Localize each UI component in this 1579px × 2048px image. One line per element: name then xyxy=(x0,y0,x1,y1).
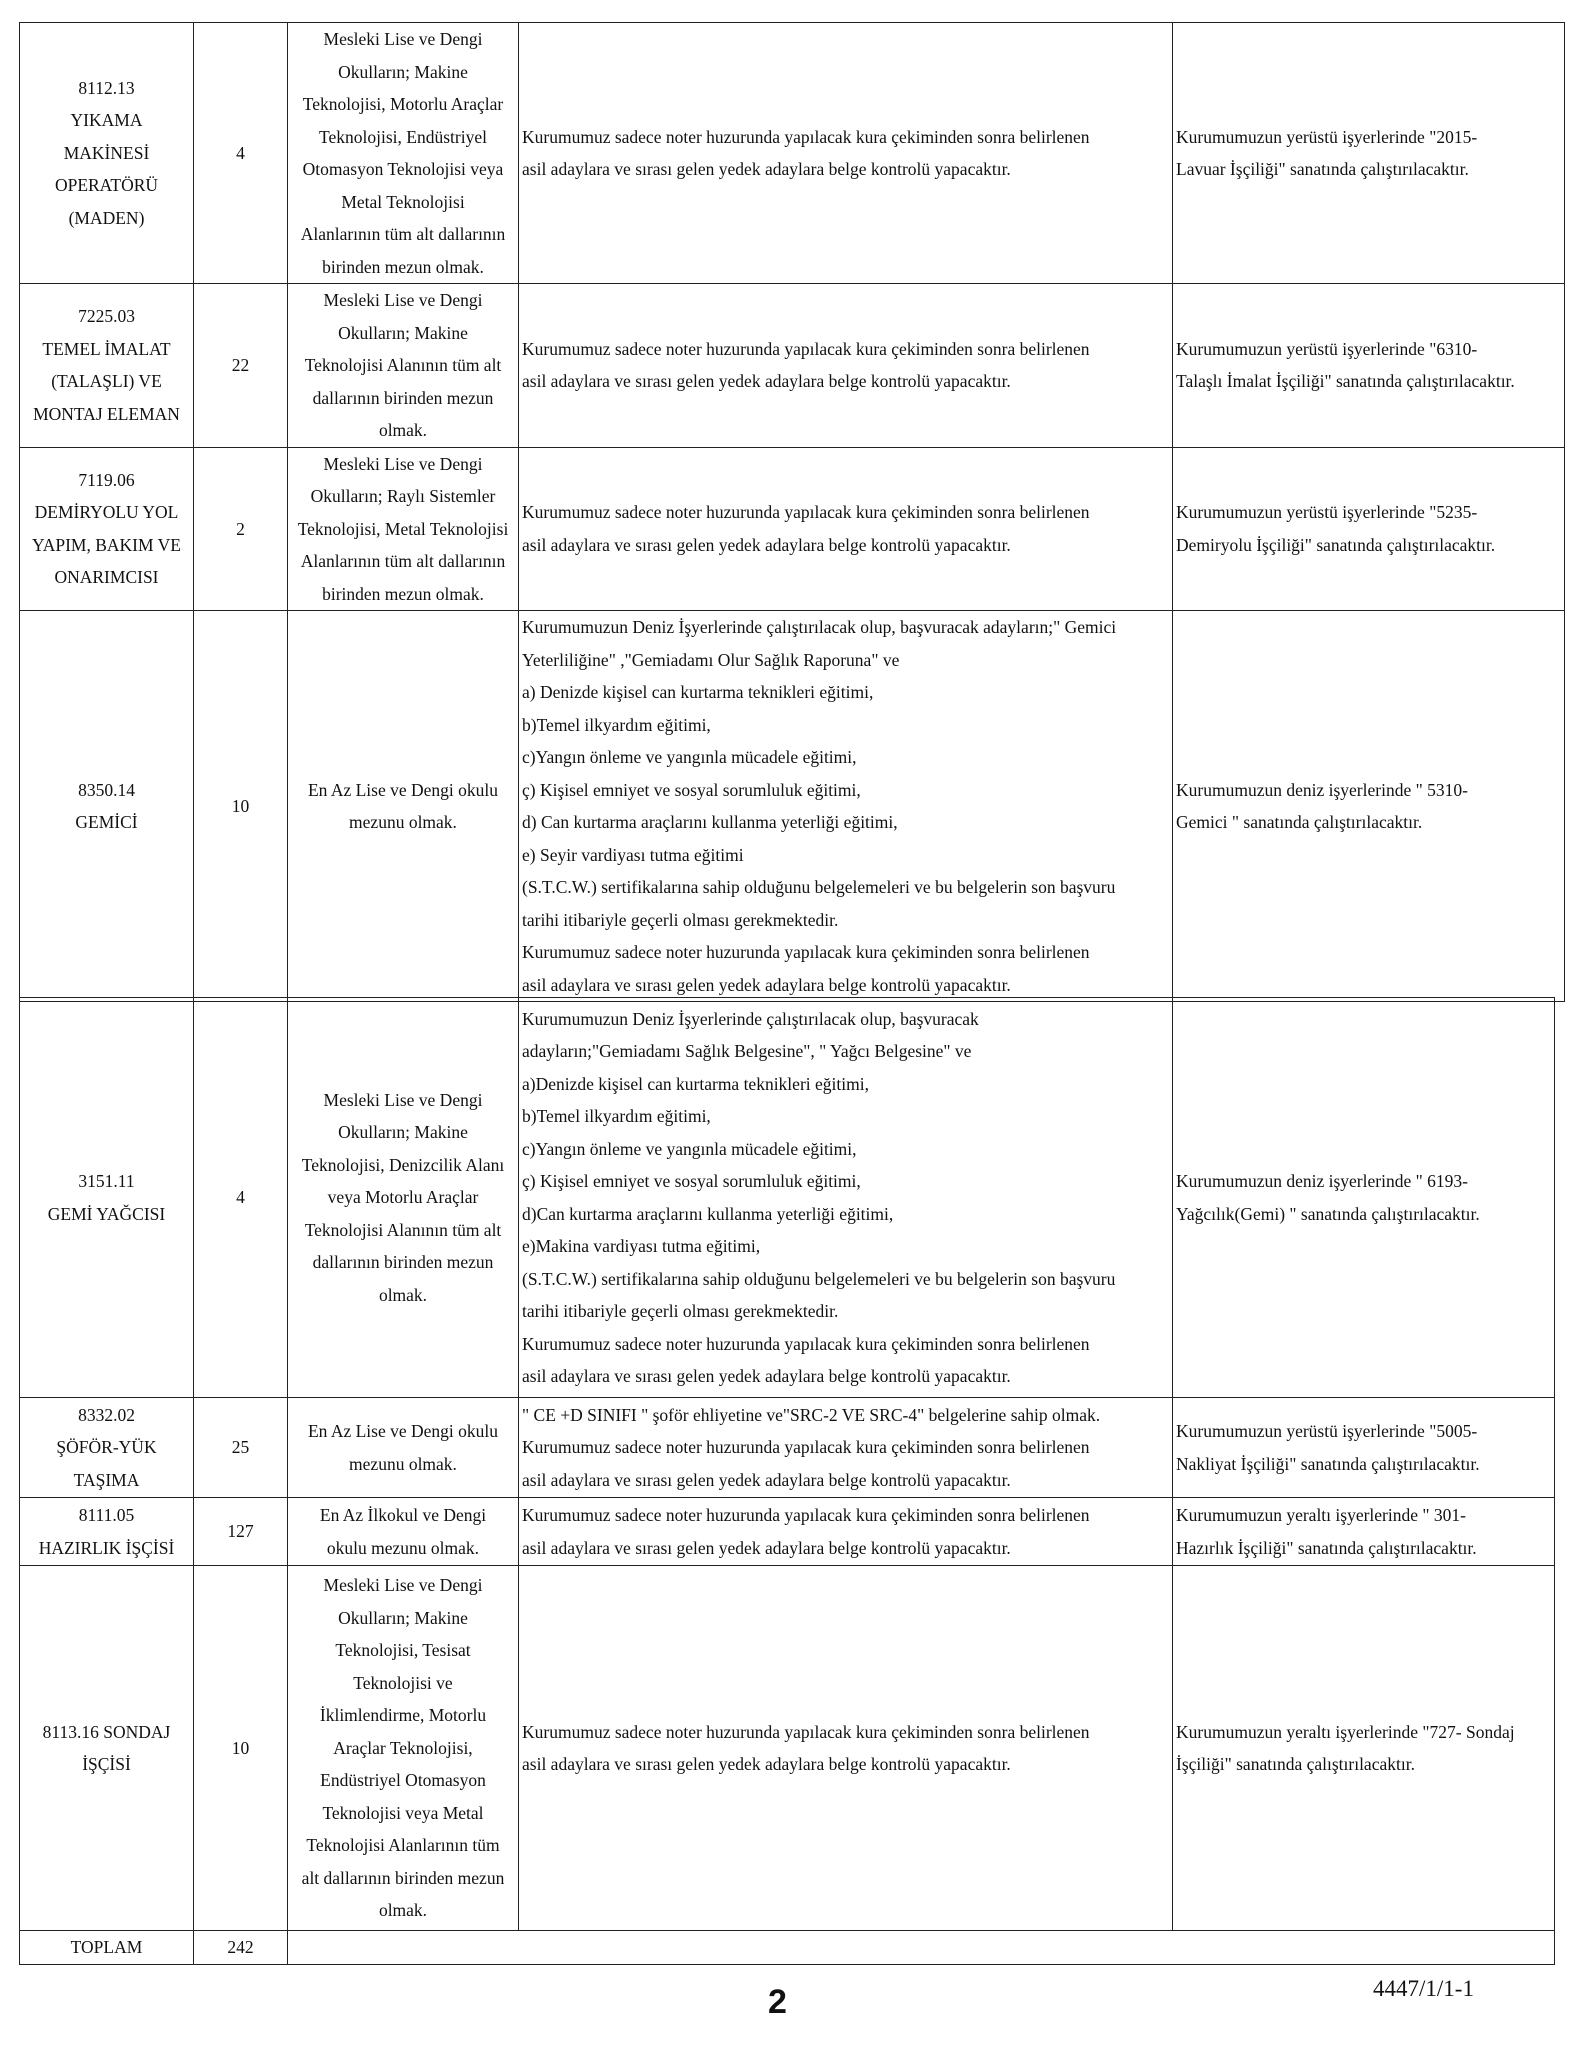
application-requirements-cell-line: Kurumumuz sadece noter huzurunda yapılacak kura çekiminden sonra belirlenen xyxy=(522,502,1090,523)
education-requirement-cell-line: okulu mezunu olmak. xyxy=(326,1537,480,1558)
education-requirement-cell xyxy=(288,1498,519,1566)
education-requirement-cell-line: birinden mezun olmak. xyxy=(322,583,484,604)
position-count-cell: 10 xyxy=(194,1566,288,1931)
table-row xyxy=(20,23,1565,284)
application-requirements-cell-line: Kurumumuzun Deniz İşyerlerinde çalıştırılacak olup, başvuracak xyxy=(522,1008,979,1029)
application-requirements-cell-line: (S.T.C.W.) sertifikalarına sahip olduğunu belgelemeleri ve bu belgelerin son başvuru xyxy=(522,877,1116,897)
table-row xyxy=(20,1566,1555,1931)
education-requirement-cell-line: Okulların; Makine xyxy=(338,1607,468,1628)
application-requirements-cell-line: asil adaylara ve sırası gelen yedek adaylara belge kontrolü yapacaktır. xyxy=(522,1366,1011,1386)
assignment-note-cell-line: Kurumumuzun deniz işyerlerinde " 6193- xyxy=(1176,1171,1468,1191)
application-requirements-cell-line: Kurumumuz sadece noter huzurunda yapılacak kura çekiminden sonra belirlenen xyxy=(522,1333,1090,1354)
application-requirements-cell xyxy=(519,611,1173,1002)
table-row xyxy=(20,1398,1555,1498)
application-requirements-cell-line: Yeterliliğine" ,"Gemiadamı Olur Sağlık Raporuna" ve xyxy=(522,649,900,670)
job-title-cell-line: 8113.16 SONDAJ xyxy=(42,1721,171,1742)
job-title-cell-line: ONARIMCISI xyxy=(54,567,159,588)
education-requirement-cell-line: mezunu olmak. xyxy=(349,812,457,832)
education-requirement-cell-line: Okulların; Raylı Sistemler xyxy=(310,486,496,506)
positions-table-1 xyxy=(19,22,1565,1002)
education-requirement-cell-line: En Az İlkokul ve Dengi xyxy=(319,1505,487,1525)
assignment-note-cell xyxy=(1173,284,1565,448)
education-requirement-cell-line: alt dallarının birinden mezun xyxy=(301,1867,505,1888)
education-requirement-cell-line: Teknolojisi, Endüstriyel xyxy=(319,126,487,147)
job-title-cell-line: İŞÇİSİ xyxy=(82,1754,131,1774)
education-requirement-cell-line: Mesleki Lise ve Dengi xyxy=(323,1575,483,1596)
assignment-note-cell xyxy=(1173,998,1555,1398)
education-requirement-cell-line: En Az Lise ve Dengi okulu xyxy=(307,1421,499,1441)
education-requirement-cell-line: Teknolojisi ve xyxy=(353,1672,453,1693)
document-code: 4447/1/1-1 xyxy=(1373,1976,1474,2001)
application-requirements-cell-line: Kurumumuz sadece noter huzurunda yapılacak kura çekiminden sonra belirlenen xyxy=(522,942,1090,962)
application-requirements-cell-line: b)Temel ilkyardım eğitimi, xyxy=(522,1106,711,1126)
job-title-cell-line: MONTAJ ELEMAN xyxy=(33,403,180,424)
application-requirements-cell xyxy=(519,998,1173,1398)
job-title-cell xyxy=(20,1398,194,1498)
assignment-note-cell-line: Hazırlık İşçiliği" sanatında çalıştırılacaktır. xyxy=(1176,1537,1477,1558)
job-title-cell-line: YAPIM, BAKIM VE xyxy=(32,534,181,555)
job-title-cell-line: YIKAMA xyxy=(70,110,143,131)
position-count-cell: 10 xyxy=(194,611,288,1002)
education-requirement-cell-line: birinden mezun olmak. xyxy=(322,256,484,277)
assignment-note-cell-line: Kurumumuzun yerüstü işyerlerinde "5235- xyxy=(1176,502,1478,523)
education-requirement-cell-line: Alanlarının tüm alt dallarının xyxy=(300,224,506,244)
application-requirements-cell-line: Kurumumuz sadece noter huzurunda yapılacak kura çekiminden sonra belirlenen xyxy=(522,1437,1090,1458)
education-requirement-cell-line: Teknolojisi, Motorlu Araçlar xyxy=(302,94,504,114)
education-requirement-cell-line: Endüstriyel Otomasyon xyxy=(320,1770,486,1791)
job-title-cell-line: 8112.13 xyxy=(78,77,135,98)
application-requirements-cell-line: Kurumumuz sadece noter huzurunda yapılacak kura çekiminden sonra belirlenen xyxy=(522,126,1090,147)
assignment-note-cell xyxy=(1173,1398,1555,1498)
application-requirements-cell-line: e) Seyir vardiyası tutma eğitimi xyxy=(522,844,744,865)
assignment-note-cell-line: Yağcılık(Gemi) " sanatında çalıştırılacaktır. xyxy=(1176,1203,1480,1224)
application-requirements-cell-line: c)Yangın önleme ve yangınla mücadele eğitimi, xyxy=(522,1138,857,1159)
education-requirement-cell-line: dallarının birinden mezun xyxy=(312,1252,494,1273)
education-requirement-cell-line: Mesleki Lise ve Dengi xyxy=(323,29,483,49)
job-title-cell-line: OPERATÖRÜ xyxy=(54,175,159,196)
assignment-note-cell xyxy=(1173,1566,1555,1931)
position-count-cell: 25 xyxy=(194,1398,288,1498)
job-title-cell-line: 8111.05 xyxy=(78,1505,135,1525)
application-requirements-cell-line: asil adaylara ve sırası gelen yedek adaylara belge kontrolü yapacaktır. xyxy=(522,1469,1011,1490)
application-requirements-cell-line: tarihi itibariyle geçerli olması gerekmektedir. xyxy=(522,909,839,930)
application-requirements-cell xyxy=(519,23,1173,284)
education-requirement-cell-line: Mesleki Lise ve Dengi xyxy=(323,1089,483,1110)
education-requirement-cell-line: Alanlarının tüm alt dallarının xyxy=(300,551,506,571)
assignment-note-cell-line: Demiryolu İşçiliği" sanatında çalıştırılacaktır. xyxy=(1176,534,1496,555)
assignment-note-cell-line: Nakliyat İşçiliği" sanatında çalıştırılacaktır. xyxy=(1176,1453,1480,1474)
application-requirements-cell-line: Kurumumuz sadece noter huzurunda yapılacak kura çekiminden sonra belirlenen xyxy=(522,338,1090,359)
assignment-note-cell xyxy=(1173,23,1565,284)
education-requirement-cell-line: olmak. xyxy=(378,1284,428,1305)
total-value-cell: 242 xyxy=(194,1931,288,1965)
assignment-note-cell-line: Talaşlı İmalat İşçiliği" sanatında çalıştırılacaktır. xyxy=(1176,371,1515,392)
table-row xyxy=(20,998,1555,1398)
application-requirements-cell-line: d)Can kurtarma araçlarını kullanma yeterliği eğitimi, xyxy=(522,1203,894,1224)
table-row xyxy=(20,611,1565,1002)
position-count-cell: 4 xyxy=(194,23,288,284)
application-requirements-cell-line: asil adaylara ve sırası gelen yedek adaylara belge kontrolü yapacaktır. xyxy=(522,159,1011,179)
education-requirement-cell-line: olmak. xyxy=(378,420,428,440)
education-requirement-cell-line: Araçlar Teknolojisi, xyxy=(333,1737,473,1758)
application-requirements-cell xyxy=(519,1566,1173,1931)
application-requirements-cell-line: asil adaylara ve sırası gelen yedek adaylara belge kontrolü yapacaktır. xyxy=(522,974,1011,995)
position-count-cell: 22 xyxy=(194,284,288,448)
education-requirement-cell-line: mezunu olmak. xyxy=(349,1453,457,1474)
application-requirements-cell-line: ç) Kişisel emniyet ve sosyal sorumluluk eğitimi, xyxy=(522,1171,861,1191)
application-requirements-cell-line: d) Can kurtarma araçlarını kullanma yeterliği eğitimi, xyxy=(522,812,898,832)
assignment-note-cell xyxy=(1173,447,1565,611)
education-requirement-cell xyxy=(288,284,519,448)
page-number: 2 xyxy=(768,1983,787,2021)
education-requirement-cell-line: Teknolojisi Alanlarının tüm xyxy=(306,1835,500,1856)
education-requirement-cell-line: Mesleki Lise ve Dengi xyxy=(323,290,483,310)
position-count-cell: 4 xyxy=(194,998,288,1398)
job-title-cell xyxy=(20,447,194,611)
education-requirement-cell-line: Teknolojisi, Metal Teknolojisi xyxy=(297,518,509,539)
education-requirement-cell xyxy=(288,447,519,611)
job-title-cell-line: (MADEN) xyxy=(68,207,145,228)
job-title-cell xyxy=(20,611,194,1002)
total-label-cell: TOPLAM xyxy=(20,1931,194,1965)
education-requirement-cell xyxy=(288,998,519,1398)
job-title-cell-line: GEMİCİ xyxy=(75,812,138,832)
total-empty-cell xyxy=(288,1931,1555,1965)
application-requirements-cell-line: asil adaylara ve sırası gelen yedek adaylara belge kontrolü yapacaktır. xyxy=(522,1754,1011,1774)
education-requirement-cell-line: Okulların; Makine xyxy=(338,322,468,343)
position-count-cell: 2 xyxy=(194,447,288,611)
education-requirement-cell-line: veya Motorlu Araçlar xyxy=(327,1187,479,1208)
assignment-note-cell-line: Kurumumuzun yerüstü işyerlerinde "2015- xyxy=(1176,126,1478,147)
education-requirement-cell xyxy=(288,611,519,1002)
assignment-note-cell-line: Kurumumuzun yerüstü işyerlerinde "6310- xyxy=(1176,338,1478,359)
assignment-note-cell-line: Gemici " sanatında çalıştırılacaktır. xyxy=(1176,812,1423,832)
table-row xyxy=(20,284,1565,448)
application-requirements-cell-line: tarihi itibariyle geçerli olması gerekmektedir. xyxy=(522,1301,839,1321)
application-requirements-cell-line: adayların;"Gemiadamı Sağlık Belgesine", " Yağcı Belgesine" ve xyxy=(522,1041,972,1061)
job-title-cell-line: 7225.03 xyxy=(78,306,135,327)
education-requirement-cell xyxy=(288,1566,519,1931)
job-title-cell-line: 8350.14 xyxy=(78,779,135,800)
table-row xyxy=(20,1498,1555,1566)
application-requirements-cell xyxy=(519,284,1173,448)
application-requirements-cell xyxy=(519,1398,1173,1498)
positions-table-2 xyxy=(19,997,1555,1965)
assignment-note-cell-line: Lavuar İşçiliği" sanatında çalıştırılacaktır. xyxy=(1176,159,1469,179)
assignment-note-cell-line: Kurumumuzun yerüstü işyerlerinde "5005- xyxy=(1176,1421,1478,1441)
application-requirements-cell xyxy=(519,1498,1173,1566)
total-row xyxy=(20,1931,1555,1965)
education-requirement-cell-line: Teknolojisi, Denizcilik Alanı xyxy=(301,1154,505,1175)
application-requirements-cell-line: e)Makina vardiyası tutma eğitimi, xyxy=(522,1236,761,1256)
education-requirement-cell-line: Mesleki Lise ve Dengi xyxy=(323,453,483,474)
assignment-note-cell-line: Kurumumuzun deniz işyerlerinde " 5310- xyxy=(1176,779,1468,800)
job-title-cell-line: ŞÖFÖR-YÜK xyxy=(56,1437,157,1458)
education-requirement-cell xyxy=(288,23,519,284)
job-title-cell-line: GEMİ YAĞCISI xyxy=(47,1203,166,1224)
application-requirements-cell-line: asil adaylara ve sırası gelen yedek adaylara belge kontrolü yapacaktır. xyxy=(522,534,1011,555)
job-title-cell xyxy=(20,1498,194,1566)
application-requirements-cell-line: ç) Kişisel emniyet ve sosyal sorumluluk eğitimi, xyxy=(522,779,861,800)
table-row xyxy=(20,447,1565,611)
application-requirements-cell-line: Kurumumuzun Deniz İşyerlerinde çalıştırılacak olup, başvuracak adayların;" Gemici xyxy=(522,617,1117,637)
education-requirement-cell xyxy=(288,1398,519,1498)
application-requirements-cell xyxy=(519,447,1173,611)
job-title-cell-line: DEMİRYOLU YOL xyxy=(34,502,179,523)
education-requirement-cell-line: Teknolojisi, Tesisat xyxy=(335,1640,471,1661)
application-requirements-cell-line: a) Denizde kişisel can kurtarma teknikleri eğitimi, xyxy=(522,682,874,702)
application-requirements-cell-line: asil adaylara ve sırası gelen yedek adaylara belge kontrolü yapacaktır. xyxy=(522,371,1011,392)
application-requirements-cell-line: " CE +D SINIFI " şoför ehliyetine ve"SRC-2 VE SRC-4" belgelerine sahip olmak. xyxy=(522,1404,1101,1425)
application-requirements-cell-line: Kurumumuz sadece noter huzurunda yapılacak kura çekiminden sonra belirlenen xyxy=(522,1505,1090,1525)
education-requirement-cell-line: dallarının birinden mezun xyxy=(312,387,494,408)
job-title-cell-line: 8332.02 xyxy=(78,1404,135,1425)
job-title-cell xyxy=(20,284,194,448)
position-count-cell: 127 xyxy=(194,1498,288,1566)
assignment-note-cell xyxy=(1173,1498,1555,1566)
job-title-cell-line: (TALAŞLI) VE xyxy=(51,371,162,392)
education-requirement-cell-line: İklimlendirme, Motorlu xyxy=(319,1705,487,1726)
education-requirement-cell-line: Teknolojisi Alanının tüm alt xyxy=(304,355,502,375)
job-title-cell-line: MAKİNESİ xyxy=(63,142,150,163)
job-title-cell-line: TAŞIMA xyxy=(73,1469,140,1490)
job-title-cell-line: 3151.11 xyxy=(78,1171,135,1191)
job-title-cell xyxy=(20,998,194,1398)
application-requirements-cell-line: Kurumumuz sadece noter huzurunda yapılacak kura çekiminden sonra belirlenen xyxy=(522,1721,1090,1742)
job-title-cell-line: TEMEL İMALAT xyxy=(42,338,171,359)
assignment-note-cell-line: İşçiliği" sanatında çalıştırılacaktır. xyxy=(1176,1754,1415,1774)
job-title-cell xyxy=(20,1566,194,1931)
job-title-cell-line: 7119.06 xyxy=(78,469,135,490)
education-requirement-cell-line: Teknolojisi Alanının tüm alt xyxy=(304,1219,502,1240)
education-requirement-cell-line: Otomasyon Teknolojisi veya xyxy=(302,159,504,179)
application-requirements-cell-line: b)Temel ilkyardım eğitimi, xyxy=(522,714,711,735)
assignment-note-cell-line: Kurumumuzun yeraltı işyerlerinde " 301- xyxy=(1176,1505,1466,1525)
application-requirements-cell-line: asil adaylara ve sırası gelen yedek adaylara belge kontrolü yapacaktır. xyxy=(522,1537,1011,1558)
education-requirement-cell-line: Teknolojisi veya Metal xyxy=(322,1802,484,1823)
assignment-note-cell xyxy=(1173,611,1565,1002)
job-title-cell-line: HAZIRLIK İŞÇİSİ xyxy=(38,1537,175,1558)
application-requirements-cell-line: (S.T.C.W.) sertifikalarına sahip olduğunu belgelemeleri ve bu belgelerin son başvuru xyxy=(522,1268,1116,1289)
education-requirement-cell-line: olmak. xyxy=(378,1900,428,1921)
education-requirement-cell-line: En Az Lise ve Dengi okulu xyxy=(307,779,499,800)
application-requirements-cell-line: c)Yangın önleme ve yangınla mücadele eğitimi, xyxy=(522,747,857,767)
assignment-note-cell-line: Kurumumuzun yeraltı işyerlerinde "727- Sondaj xyxy=(1176,1721,1515,1742)
education-requirement-cell-line: Okulların; Makine xyxy=(338,1122,468,1143)
application-requirements-cell-line: a)Denizde kişisel can kurtarma teknikleri eğitimi, xyxy=(522,1073,869,1094)
job-title-cell xyxy=(20,23,194,284)
education-requirement-cell-line: Metal Teknolojisi xyxy=(341,191,465,212)
education-requirement-cell-line: Okulların; Makine xyxy=(338,61,468,82)
